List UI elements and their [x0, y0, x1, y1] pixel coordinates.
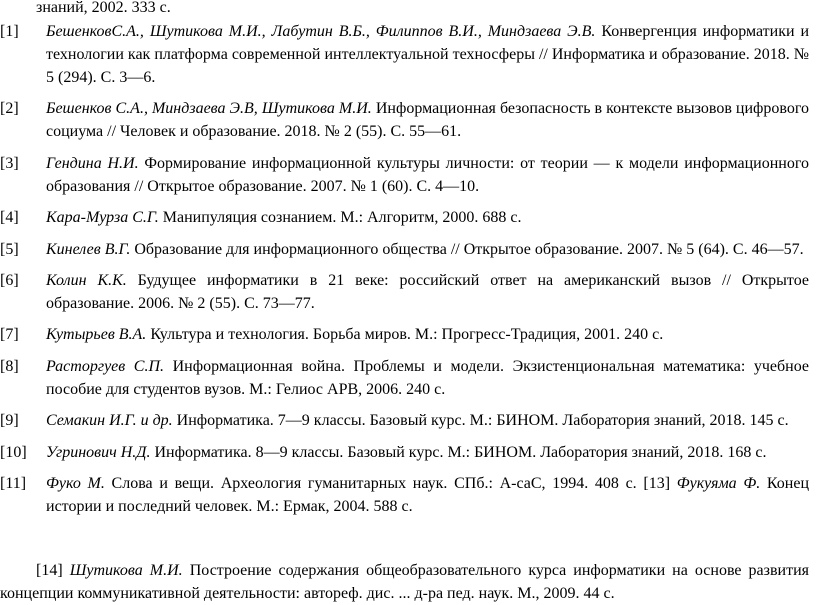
- reference-number: [14]: [36, 562, 63, 579]
- reference-item: [0, 269, 816, 315]
- reference-authors: Бешенков С.А., Миндзаева Э.В, Шутикова М.И.: [46, 100, 372, 118]
- reference-item: [0, 152, 816, 198]
- reference-authors: БешенковС.А., Шутикова М.И., Лабутин В.Б., Филиппов В.И., Миндзаева Э.В.: [46, 23, 596, 40]
- reference-authors: Угринович Н.Д.: [46, 443, 151, 461]
- reference-text: Манипуляция сознанием. М.: Алгоритм, 2000. 688 с.: [162, 209, 522, 227]
- reference-text: Построение содержания общеобразовательного курса информатики на основе развития концепции коммуникативной деятельности: автореф. дис. ... д-ра пед. наук. М., 2009. 44 с.: [0, 562, 810, 602]
- reference-authors: Шутикова М.И.: [69, 562, 183, 579]
- reference-text: Конвергенция информатики и технологии как платформа современной интеллектуальной техносферы // Информатика и образование. 2018. № 5 (294). С. 3—6.: [46, 23, 810, 86]
- reference-authors: Гендина Н.И.: [46, 154, 139, 172]
- reference-number: [11]: [0, 474, 27, 492]
- reference-number: [1]: [0, 23, 19, 40]
- reference-item: [0, 409, 816, 432]
- reference-text: Информатика. 8—9 классы. Базовый курс. М.: БИНОМ. Лаборатория знаний, 2018. 168 с.: [154, 443, 767, 461]
- reference-item: [0, 323, 816, 346]
- reference-item: [0, 97, 816, 143]
- reference-text: Культура и технология. Борьба миров. М.: Прогресс-Традиция, 2001. 240 с.: [150, 326, 664, 344]
- reference-authors: Фукуяма Ф.: [676, 474, 761, 492]
- reference-text: Информационная война. Проблемы и модели. Экзистенциональная математика: учебное пособие для студентов вузов. М.: Гелиос АРВ, 2006. 240 с.: [46, 357, 810, 398]
- reference-number: [10]: [0, 443, 27, 461]
- reference-item: [0, 441, 816, 464]
- reference-authors: Колин К.К.: [46, 271, 127, 289]
- reference-number: [6]: [0, 271, 19, 289]
- reference-text: Слова и вещи. Археология гуманитарных наук. СПб.: А-саС, 1994. 408 с. [13]: [111, 474, 671, 492]
- reference-list: [0, 20, 816, 526]
- reference-item-last: [0, 559, 809, 605]
- reference-authors: Фуко М.: [46, 474, 105, 492]
- reference-text: Информатика. 7—9 классы. Базовый курс. М.: БИНОМ. Лаборатория знаний, 2018. 145 с.: [176, 412, 789, 430]
- reference-item: [0, 238, 816, 261]
- reference-fragment: знаний, 2002. 333 с.: [36, 0, 171, 16]
- reference-authors: Кутырьев В.А.: [46, 326, 147, 344]
- reference-number: [4]: [0, 209, 19, 227]
- reference-authors: Кара-Мурза С.Г.: [46, 209, 159, 227]
- reference-authors: Семакин И.Г. и др.: [46, 412, 173, 430]
- reference-number: [3]: [0, 154, 19, 172]
- reference-text: Будущее информатики в 21 веке: российский ответ на американский вызов // Открытое образование. 2006. № 2 (55). С. 73—77.: [46, 271, 810, 312]
- reference-item: [0, 20, 816, 89]
- reference-number: [7]: [0, 326, 19, 344]
- reference-item: [0, 206, 816, 229]
- reference-text: Конец истории и последний человек. М.: Ермак, 2004. 588 с.: [46, 474, 810, 515]
- reference-number: [2]: [0, 100, 19, 118]
- reference-text: Информационная безопасность в контексте вызовов цифрового социума // Человек и образование. 2018. № 2 (55). С. 55—61.: [46, 100, 810, 141]
- reference-authors: Кинелев В.Г.: [46, 240, 131, 258]
- reference-number: [5]: [0, 240, 19, 258]
- reference-text: Образование для информационного общества // Открытое образование. 2007. № 5 (64). С. 46—57.: [134, 240, 804, 258]
- reference-number: [9]: [0, 412, 19, 430]
- reference-item: [0, 355, 816, 401]
- reference-number: [8]: [0, 357, 19, 375]
- reference-authors: Расторгуев С.П.: [46, 357, 165, 375]
- reference-item: [0, 472, 816, 518]
- reference-text: Формирование информационной культуры личности: от теории — к модели информационного образования // Открытое образование. 2007. № 1 (60). С. 4—10.: [46, 154, 810, 195]
